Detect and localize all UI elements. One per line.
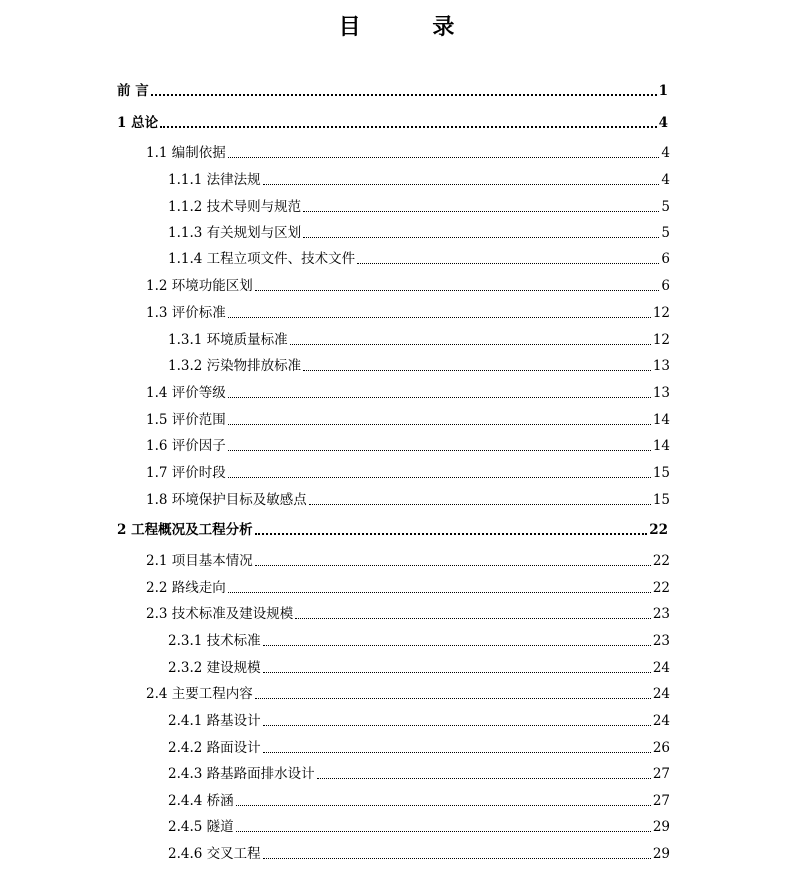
- leader-dots: [263, 672, 651, 673]
- toc-entry-label: 1 总论: [117, 115, 159, 131]
- toc-entry-2-1[interactable]: [146, 551, 670, 571]
- toc-entry-label: 1.1.4 工程立项文件、技术文件: [168, 251, 356, 267]
- toc-entry-page: 29: [652, 846, 670, 862]
- toc-entry-label: 1.6 评价因子: [146, 438, 226, 454]
- toc-entry-page: 29: [652, 819, 670, 835]
- toc-entry-page: 26: [652, 740, 670, 756]
- leader-dots: [160, 126, 657, 128]
- toc-entry-label: 2 工程概况及工程分析: [117, 522, 253, 538]
- toc-entry-chapter-2[interactable]: [117, 520, 668, 540]
- toc-entry-page: 14: [652, 412, 670, 428]
- toc-entry-1-1-4[interactable]: [168, 249, 670, 269]
- leader-dots: [357, 263, 659, 264]
- toc-entry-page: 27: [652, 766, 670, 782]
- toc-entry-1-3-2[interactable]: [168, 356, 670, 376]
- leader-dots: [263, 725, 651, 726]
- toc-entry-page: 4: [661, 145, 670, 161]
- toc-entry-label: 1.4 评价等级: [146, 385, 226, 401]
- leader-dots: [236, 805, 651, 806]
- leader-dots: [255, 565, 651, 566]
- toc-entry-label: 2.4.5 隧道: [168, 819, 234, 835]
- leader-dots: [255, 698, 651, 699]
- leader-dots: [228, 157, 660, 158]
- toc-entry-label: 1.1.3 有关规划与区划: [168, 225, 302, 241]
- toc-entry-1-1[interactable]: [146, 143, 670, 163]
- toc-entry-label: 2.3 技术标准及建设规模: [146, 606, 294, 622]
- leader-dots: [255, 533, 648, 535]
- leader-dots: [263, 858, 651, 859]
- leader-dots: [303, 211, 659, 212]
- toc-entry-2-4-6[interactable]: [168, 844, 670, 864]
- toc-entry-label: 1.1 编制依据: [146, 145, 226, 161]
- toc-entry-page: 22: [652, 580, 670, 596]
- leader-dots: [228, 397, 651, 398]
- toc-entry-1-8[interactable]: [146, 490, 670, 510]
- toc-entry-label: 2.4.3 路基路面排水设计: [168, 766, 315, 782]
- leader-dots: [151, 94, 657, 96]
- leader-dots: [263, 184, 660, 185]
- toc-entry-label: 1.7 评价时段: [146, 465, 226, 481]
- toc-entry-2-2[interactable]: [146, 578, 670, 598]
- toc-entry-page: 5: [661, 199, 670, 215]
- toc-entry-label: 2.1 项目基本情况: [146, 553, 253, 569]
- toc-entry-page: 12: [652, 332, 670, 348]
- toc-entry-page: 22: [649, 522, 668, 538]
- toc-entry-label: 1.2 环境功能区划: [146, 278, 253, 294]
- toc-entry-2-3-1[interactable]: [168, 631, 670, 651]
- toc-entry-1-6[interactable]: [146, 436, 670, 456]
- toc-entry-page: 27: [652, 793, 670, 809]
- page-title: 目 录: [338, 14, 487, 40]
- leader-dots: [309, 504, 651, 505]
- leader-dots: [295, 618, 651, 619]
- toc-entry-page: 5: [661, 225, 670, 241]
- leader-dots: [303, 370, 651, 371]
- toc-entry-page: 15: [652, 492, 670, 508]
- toc-entry-label: 2.4 主要工程内容: [146, 686, 253, 702]
- toc-entry-1-3[interactable]: [146, 303, 670, 323]
- toc-entry-1-5[interactable]: [146, 410, 670, 430]
- leader-dots: [228, 477, 651, 478]
- toc-entry-chapter-1[interactable]: [117, 113, 668, 133]
- toc-entry-2-4-3[interactable]: [168, 764, 670, 784]
- toc-entry-label: 1.8 环境保护目标及敏感点: [146, 492, 307, 508]
- leader-dots: [228, 592, 651, 593]
- toc-entry-2-3[interactable]: [146, 604, 670, 624]
- toc-entry-page: 13: [652, 385, 670, 401]
- toc-entry-page: 15: [652, 465, 670, 481]
- leader-dots: [290, 344, 651, 345]
- leader-dots: [228, 450, 651, 451]
- toc-entry-1-1-3[interactable]: [168, 223, 670, 243]
- toc-entry-1-7[interactable]: [146, 463, 670, 483]
- toc-entry-label: 1.1.2 技术导则与规范: [168, 199, 302, 215]
- toc-entry-label: 1.3.1 环境质量标准: [168, 332, 288, 348]
- leader-dots: [263, 645, 651, 646]
- toc-entry-label: 2.2 路线走向: [146, 580, 226, 596]
- toc-entry-label: 2.4.4 桥涵: [168, 793, 234, 809]
- toc-entry-page: 24: [652, 660, 670, 676]
- toc-entry-2-4-1[interactable]: [168, 711, 670, 731]
- toc-entry-page: 6: [661, 251, 670, 267]
- toc-entry-label: 2.4.1 路基设计: [168, 713, 261, 729]
- leader-dots: [228, 424, 651, 425]
- toc-entry-page: 23: [652, 606, 670, 622]
- toc-entry-page: 4: [661, 172, 670, 188]
- toc-entry-label: 2.4.2 路面设计: [168, 740, 261, 756]
- toc-entry-label: 1.5 评价范围: [146, 412, 226, 428]
- leader-dots: [236, 831, 651, 832]
- toc-entry-page: 14: [652, 438, 670, 454]
- leader-dots: [255, 290, 660, 291]
- toc-entry-2-4-5[interactable]: [168, 817, 670, 837]
- toc-entry-2-4-2[interactable]: [168, 738, 670, 758]
- toc-entry-1-1-2[interactable]: [168, 197, 670, 217]
- toc-entry-label: 1.3 评价标准: [146, 305, 226, 321]
- toc-entry-page: 13: [652, 358, 670, 374]
- leader-dots: [263, 752, 651, 753]
- toc-entry-1-3-1[interactable]: [168, 330, 670, 350]
- toc-entry-page: 12: [652, 305, 670, 321]
- toc-entry-page: 1: [658, 83, 668, 99]
- leader-dots: [317, 778, 651, 779]
- toc-entry-1-4[interactable]: [146, 383, 670, 403]
- leader-dots: [303, 237, 659, 238]
- toc-entry-label: 2.3.1 技术标准: [168, 633, 261, 649]
- toc-entry-2-4[interactable]: [146, 684, 670, 704]
- toc-entry-page: 22: [652, 553, 670, 569]
- toc-entry-2-3-2[interactable]: [168, 658, 670, 678]
- toc-entry-label: 2.3.2 建设规模: [168, 660, 261, 676]
- toc-entry-page: 4: [658, 115, 668, 131]
- toc-entry-label: 前 言: [117, 83, 149, 99]
- toc-entry-page: 24: [652, 713, 670, 729]
- toc-entry-2-4-4[interactable]: [168, 791, 670, 811]
- toc-entry-label: 1.3.2 污染物排放标准: [168, 358, 302, 374]
- toc-entry-label: 2.4.6 交叉工程: [168, 846, 261, 862]
- toc-entry-1-1-1[interactable]: [168, 170, 670, 190]
- toc-entry-page: 24: [652, 686, 670, 702]
- leader-dots: [228, 317, 651, 318]
- toc-entry-label: 1.1.1 法律法规: [168, 172, 261, 188]
- toc-entry-page: 23: [652, 633, 670, 649]
- toc-entry-page: 6: [661, 278, 670, 294]
- toc-entry-1-2[interactable]: [146, 276, 670, 296]
- toc-entry-preface[interactable]: [117, 81, 668, 101]
